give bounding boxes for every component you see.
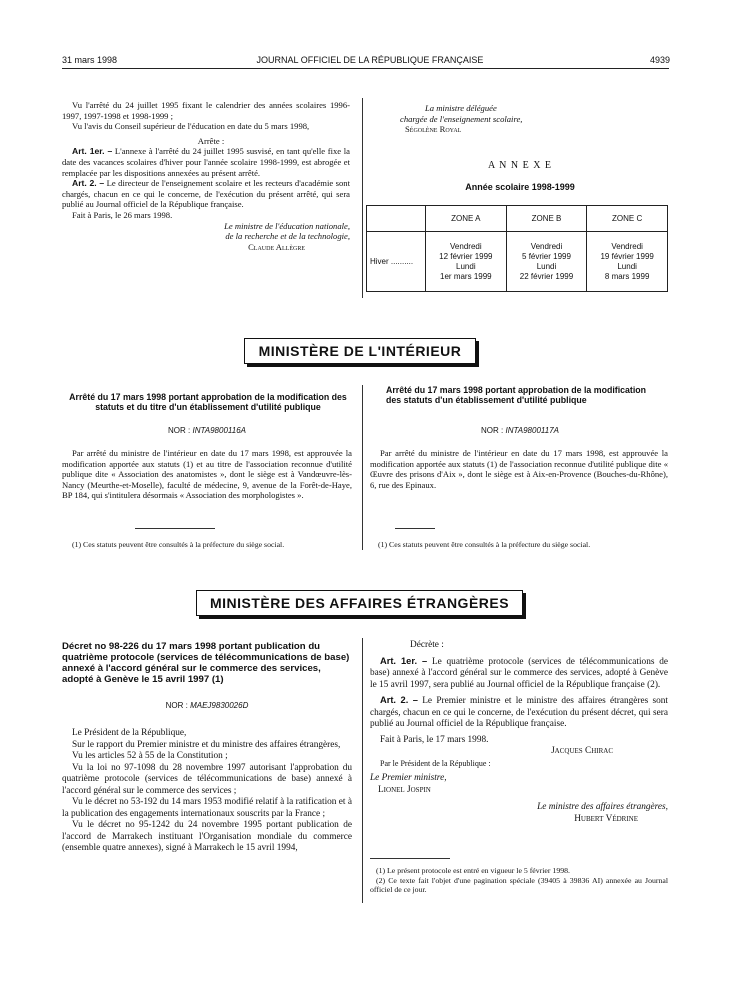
article-label: Art. 2. – — [380, 695, 418, 705]
decret-visas — [62, 728, 352, 855]
arrete-body: Par arrêté du ministre de l'intérieur en date du 17 mars 1998, est approuvée la modification apportée aux statuts (1) et au titre de l'association reconnue d'utilité publique dite « Association des anatomistes », dont le siège est à Vandœuvre-lès-Nancy (Meurthe-et-Moselle), faculté de médecine, 9, avenue de la Forêt-de-Haye, BP 184, qui s'intitulera désormais « Association des morphologistes ». — [62, 448, 352, 501]
signature-name: Ségolène Royal — [405, 124, 462, 135]
page-number: 4939 — [649, 55, 670, 65]
signature-name: Claude Allègre — [248, 241, 305, 252]
annexe-heading: A N N E X E — [487, 160, 553, 171]
zone-cell: Vendredi 19 février 1999 Lundi 8 mars 1999 — [587, 232, 668, 292]
par-le-president: Par le Président de la République : — [380, 758, 491, 768]
visa: Vu le décret no 53-192 du 14 mars 1953 modifié relatif à la ratification et à la publication des engagements internationaux souscrits par la France ; — [62, 797, 352, 819]
signature-name: Hubert Védrine — [574, 813, 638, 824]
article-label: Art. 1er. – — [380, 655, 428, 666]
signature-title: de la recherche et de la technologie, — [225, 231, 350, 242]
arrete-title: Arrêté du 17 mars 1998 portant approbation de la modification des statuts et du titre d'un établissement d'utilité publique — [69, 392, 347, 412]
zone-cell: Vendredi 12 février 1999 Lundi 1er mars 1999 — [426, 232, 507, 292]
article-label: Art. 1er. – — [72, 146, 113, 157]
article-text: L'annexe à l'arrêté du 24 juillet 1995 susvisé, en tant qu'elle fixe la date des vacances scolaires d'hiver pour l'année scolaire 1998-1999, est abrogée et remplacée par les dispositions annexées au présent arrêté. — [62, 146, 350, 178]
article-label: Art. 2. – — [72, 178, 105, 189]
header-rule — [62, 68, 669, 69]
fait-a-paris: Fait à Paris, le 26 mars 1998. — [72, 209, 173, 220]
column-divider — [362, 638, 363, 903]
nor-reference: NOR : INTA9800116A — [168, 426, 246, 435]
vu-paragraph: Vu l'avis du Conseil supérieur de l'éducation en date du 5 mars 1998, — [72, 121, 310, 132]
signature-title: Le ministre des affaires étrangères, — [537, 802, 668, 812]
vu-paragraph: Vu l'arrêté du 24 juillet 1995 fixant le calendrier des années scolaires 1996-1997, 1997-1998 et 1998-1999 ; — [62, 100, 350, 121]
arrete-title: Arrêté du 17 mars 1998 portant approbation de la modification des statuts d'un établissement d'utilité publique — [386, 385, 647, 405]
footnote: (1) Le présent protocole est entré en vigueur le 5 février 1998. — [376, 866, 570, 875]
annee-scolaire: Année scolaire 1998-1999 — [465, 182, 575, 192]
footnote: (1) Ces statuts peuvent être consultés à la préfecture du siège social. — [72, 540, 285, 549]
visa: Le Président de la République, — [72, 728, 187, 738]
article-1 — [62, 146, 350, 178]
decrete-label: Décrète : — [410, 640, 444, 650]
signature-name: Jacques Chirac — [551, 746, 613, 756]
signature-title: La ministre déléguée — [425, 103, 497, 113]
zone-header: ZONE B — [506, 206, 587, 232]
decret-dispositif — [370, 640, 668, 825]
visa: Vu la loi no 97-1098 du 28 novembre 1997 autorisant l'approbation du quatrième protocole (services de télécommunications de base) annexé à l'accord général sur le commerce des services ; — [62, 762, 352, 796]
ministry-banner-interieur: MINISTÈRE DE L'INTÉRIEUR — [244, 338, 476, 364]
zone-cell: Vendredi 5 février 1999 Lundi 22 février 1999 — [506, 232, 587, 292]
signature-title: Le ministre de l'éducation nationale, — [224, 220, 350, 231]
arrete-body: Par arrêté du ministre de l'intérieur en date du 17 mars 1998, est approuvée la modification apportée aux statuts (1) de l'association reconnue d'utilité publique dite « Œuvre des prisons d'Aix », dont le siège est à Aix-en-Provence (Bouches-du-Rhône), 6, rue des Epinaux. — [370, 448, 668, 490]
arrete-label: Arrête : — [197, 135, 225, 146]
footnote: (2) Ce texte fait l'objet d'une pagination spéciale (39405 à 39836 AI) annexée au Journal officiel de ce jour. — [370, 875, 668, 895]
zone-header: ZONE A — [426, 206, 507, 232]
nor-reference: NOR : INTA9800117A — [481, 426, 559, 435]
column-divider — [362, 385, 363, 550]
visa: Vu les articles 52 à 55 de la Constitution ; — [72, 751, 228, 761]
visa: Vu le décret no 95-1242 du 24 novembre 1995 portant publication de l'accord de Marrakech instituant l'Organisation mondiale du commerce (ensemble quatre annexes), signé à Marrakech le 15 avril 1994, — [62, 820, 352, 853]
signature-name: Lionel Jospin — [378, 784, 431, 795]
footnotes — [370, 866, 668, 895]
article-text: Le quatrième protocole (services de télécommunications de base) annexé à l'accord général sur le commerce des services, adopté à Genève le 15 avril 1997, sera publié au Journal officiel de la République française (2). — [370, 656, 668, 690]
row-label: Hiver .......... — [367, 232, 426, 292]
footnote: (1) Ces statuts peuvent être consultés à la préfecture du siège social. — [378, 540, 591, 549]
article-2 — [370, 695, 668, 731]
top-right-column — [370, 103, 670, 135]
top-left-column — [62, 100, 350, 252]
column-divider — [362, 98, 363, 298]
footnote-rule — [370, 858, 450, 859]
zone-header: ZONE C — [587, 206, 668, 232]
article-text: Le Premier ministre et le ministre des affaires étrangères sont chargés, chacun en ce qui le concerne, de l'exécution du présent décret, qui sera publié au Journal officiel de la République française. — [370, 696, 668, 729]
article-1 — [370, 656, 668, 692]
decret-title: Décret no 98-226 du 17 mars 1998 portant publication du quatrième protocole (services de télécommunications de base) annexé à l'accord général sur le commerce des services, adopté à Genève le 15 avril 1997 (1) — [62, 641, 350, 685]
signature-title: Le Premier ministre, — [370, 773, 447, 783]
footnote-rule — [395, 528, 435, 529]
visa: Sur le rapport du Premier ministre et du ministre des affaires étrangères, — [72, 739, 341, 750]
nor-reference: NOR : MAEJ9830026D — [165, 701, 249, 710]
zones-table — [366, 205, 668, 292]
article-text: Le directeur de l'enseignement scolaire et les recteurs d'académie sont chargés, chacun en ce qui le concerne, de l'exécution du présent arrêté, qui sera publié au Journal officiel de la République française. — [62, 178, 350, 210]
footnote-rule — [135, 528, 215, 529]
article-2 — [62, 178, 350, 210]
journal-title: JOURNAL OFFICIEL DE LA RÉPUBLIQUE FRANÇAISE — [256, 55, 484, 65]
signature-title: chargée de l'enseignement scolaire, — [400, 113, 523, 124]
fait-a-paris: Fait à Paris, le 17 mars 1998. — [380, 734, 489, 745]
page-date: 31 mars 1998 — [62, 55, 118, 65]
ministry-banner-affaires-etrangeres: MINISTÈRE DES AFFAIRES ÉTRANGÈRES — [196, 590, 523, 616]
